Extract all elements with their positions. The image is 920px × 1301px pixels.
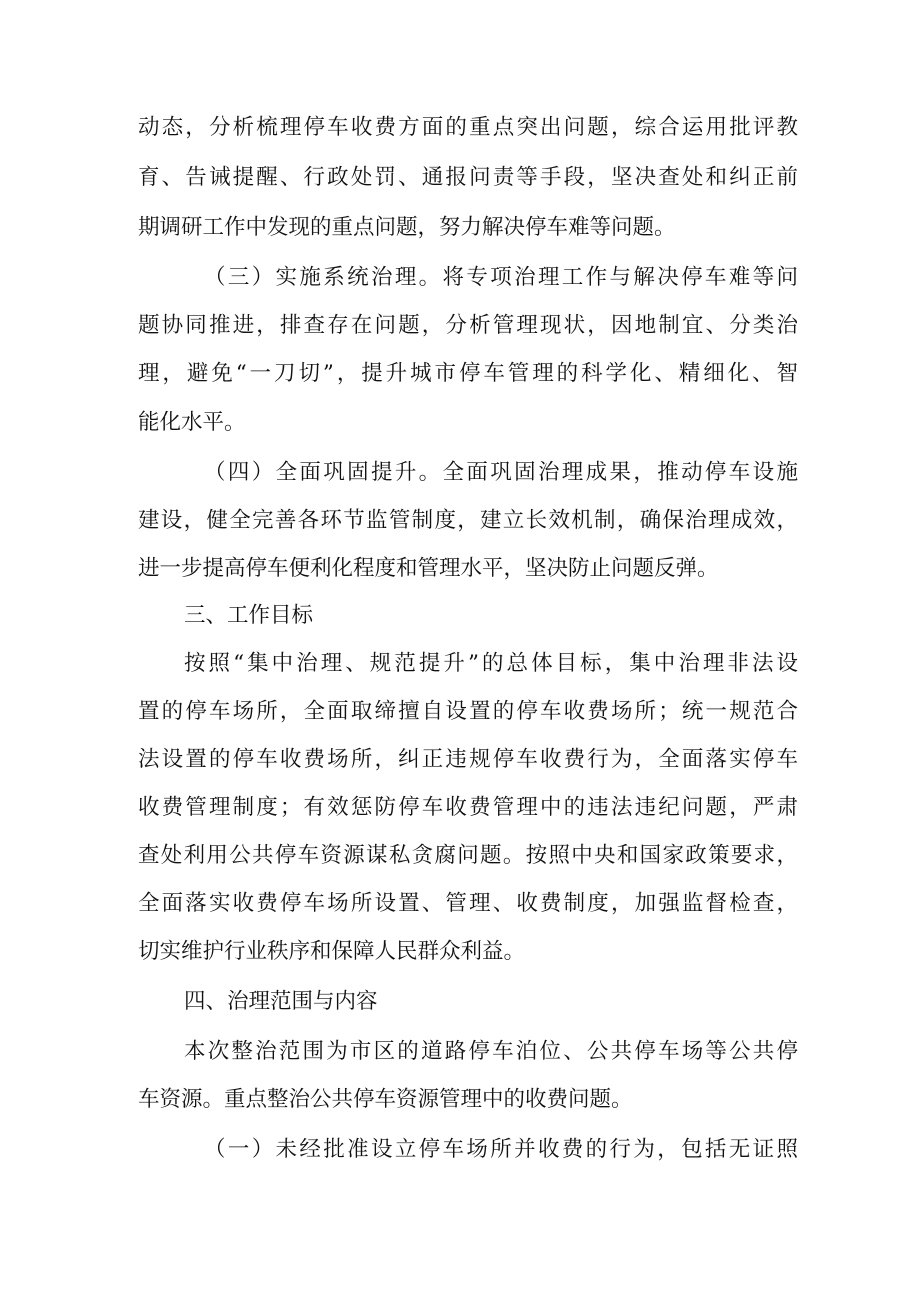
text-line: 全面落实收费停车场所设置、管理、收费制度，加强监督检查，	[138, 891, 798, 916]
text-line: 期调研工作中发现的重点问题，努力解决停车难等问题。	[138, 215, 676, 240]
text-line: 进一步提高停车便利化程度和管理水平，坚决防止问题反弹。	[138, 556, 719, 581]
text-line: 动态，分析梳理停车收费方面的重点突出问题，综合运用批评教	[138, 115, 798, 140]
text-line: 法设置的停车收费场所，纠正违规停车收费行为，全面落实停车	[138, 747, 798, 772]
text-line: 置的停车场所，全面取缔擅自设置的停车收费场所；统一规范合	[138, 699, 798, 724]
text-line: 收费管理制度；有效惩防停车收费管理中的违法违纪问题，严肃	[138, 795, 798, 820]
text-line: 本次整治范围为市区的道路停车泊位、公共停车场等公共停	[184, 1039, 798, 1064]
text-line: 查处利用公共停车资源谋私贪腐问题。按照中央和国家政策要求，	[138, 843, 798, 868]
text-line: 题协同推进，排查存在问题，分析管理现状，因地制宜、分类治	[138, 313, 798, 338]
text-line: 建设，健全完善各环节监管制度，建立长效机制，确保治理成效，	[138, 508, 798, 533]
section-heading: 四、治理范围与内容	[184, 989, 378, 1014]
text-line: （三）实施系统治理。将专项治理工作与解决停车难等问	[204, 265, 798, 290]
text-line: 育、告诫提醒、行政处罚、通报问责等手段，坚决查处和纠正前	[138, 165, 798, 190]
text-line: 切实维护行业秩序和保障人民群众利益。	[138, 939, 526, 964]
section-heading: 三、工作目标	[184, 603, 314, 628]
text-line: 能化水平。	[138, 410, 246, 435]
text-line: 理，避免“一刀切”，提升城市停车管理的科学化、精细化、智	[138, 361, 798, 386]
text-line: （四）全面巩固提升。全面巩固治理成果，推动停车设施	[204, 460, 798, 485]
text-line: 车资源。重点整治公共停车资源管理中的收费问题。	[138, 1087, 633, 1112]
text-line: （一）未经批准设立停车场所并收费的行为，包括无证照	[204, 1137, 798, 1162]
text-line: 按照“集中治理、规范提升”的总体目标，集中治理非法设	[184, 651, 798, 676]
